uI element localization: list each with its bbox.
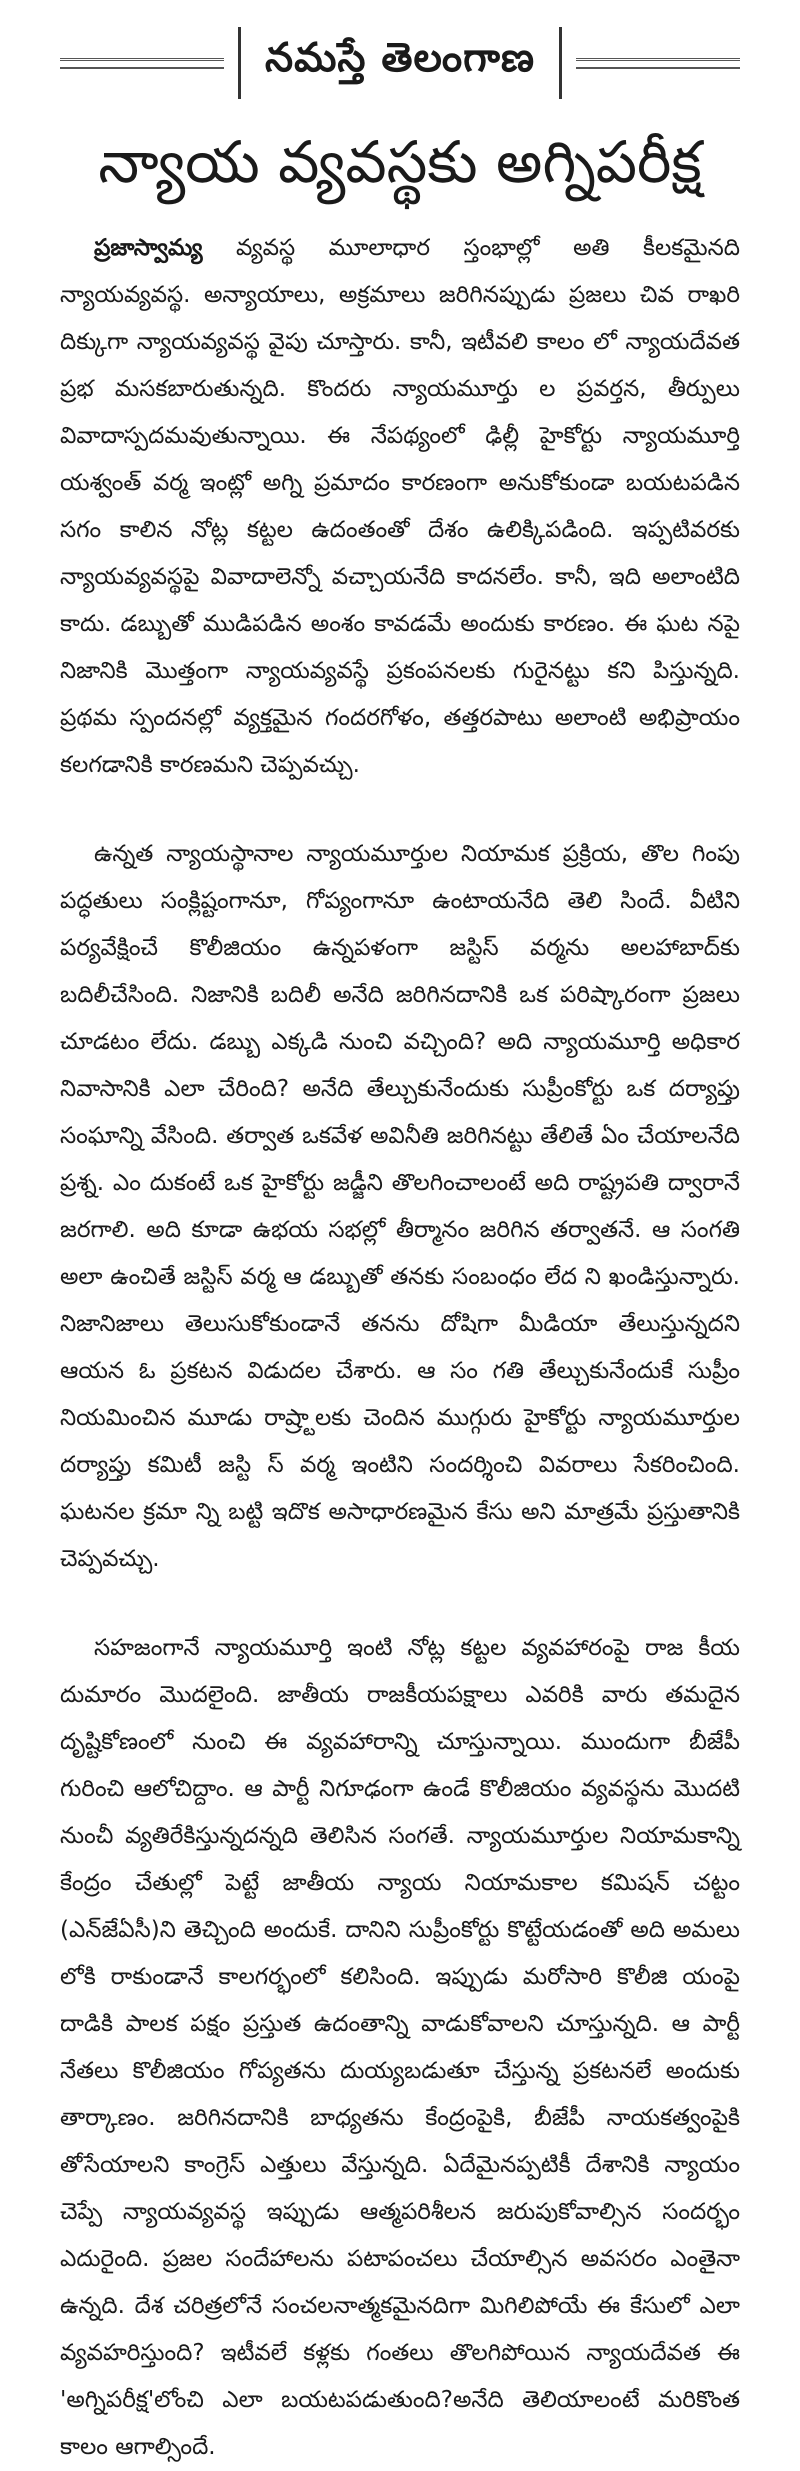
- masthead-rule-right: [576, 58, 740, 69]
- paragraph-text: సహజంగానే న్యాయమూర్తి ఇంటి నోట్ల కట్టల వ్యవహారంపై రాజ కీయ దుమారం మొదలైంది. జాతీయ రాజకీయపక్షాలు ఎవరికి వారు తమదైన దృష్టికోణంలో నుంచి ఈ వ్యవహారాన్ని చూస్తున్నాయి. ముందుగా బీజేపీ గురించి ఆలోచిద్దాం. ఆ పార్టీ నిగూఢంగా ఉండే కొలీజియం వ్యవస్థను మొదటి నుంచీ వ్యతిరేకిస్తున్నదన్నది తెలిసిన సంగతే. న్యాయమూర్తుల నియామకాన్ని కేంద్రం చేతుల్లో పెట్టే జాతీయ న్యాయ నియామకాల కమిషన్ చట్టం (ఎన్‌జేఏసీ)ని తెచ్చింది అందుకే. దానిని సుప్రీంకోర్టు కొట్టేయడంతో అది అమలు లోకి రాకుండానే కాలగర్భంలో కలిసింది. ఇప్పుడు మరోసారి కొలీజి యంపై దాడికి పాలక పక్షం ప్రస్తుత ఉదంతాన్ని వాడుకోవాలని చూస్తున్నది. ఆ పార్టీ నేతలు కొలీజియం గోప్యతను దుయ్యబడుతూ చేస్తున్న ప్రకటనలే అందుకు తార్కాణం. జరిగినదానికి బాధ్యతను కేంద్రంపైకి, బీజేపీ నాయకత్వంపైకి తోసేయాలని కాంగ్రెస్ ఎత్తులు వేస్తున్నది. ఏదేమైనప్పటికీ దేశానికి న్యాయం చెప్పే న్యాయవ్యవస్థ ఇప్పుడు ఆత్మపరిశీలన జరుపుకోవాల్సిన సందర్భం ఎదురైంది. ప్రజల సందేహాలను పటాపంచలు చేయాల్సిన అవసరం ఎంతైనా ఉన్నది. దేశ చరిత్రలోనే సంచలనాత్మకమైనదిగా మిగిలిపోయే ఈ కేసులో ఎలా వ్యవహరిస్తుంది? ఇటీవలే కళ్లకు గంతలు తొలగిపోయిన న్యాయదేవత ఈ 'అగ్నిపరీక్ష'లోంచి ఎలా బయటపడుతుంది?అనేది తెలియాలంటే మరికొంత కాలం ఆగాల్సిందే.: [60, 1634, 740, 2460]
- masthead-title: నమస్తే తెలంగాణ: [264, 35, 536, 81]
- paragraph-lead-word: ప్రజాస్వామ్య: [94, 234, 203, 261]
- masthead-rule-left: [60, 58, 224, 69]
- masthead-row: [60, 18, 740, 108]
- masthead-box: [238, 27, 562, 99]
- article-paragraph-3: [60, 1625, 740, 2471]
- paragraph-text: ఉన్నత న్యాయస్థానాల న్యాయమూర్తుల నియామక ప్రక్రియ, తొల గింపు పద్ధతులు సంక్లిష్టంగానూ, గోప్యంగానూ ఉంటాయనేది తెలి సిందే. వీటిని పర్యవేక్షించే కొలీజియం ఉన్నపళంగా జస్టిస్ వర్మను అలహాబాద్‌కు బదిలీచేసింది. నిజానికి బదిలీ అనేది జరిగినదానికి ఒక పరిష్కారంగా ప్రజలు చూడటం లేదు. డబ్బు ఎక్కడి నుంచి వచ్చింది? అది న్యాయమూర్తి అధికార నివాసానికి ఎలా చేరింది? అనేది తేల్చుకునేందుకు సుప్రీంకోర్టు ఒక దర్యాప్తు సంఘాన్ని వేసింది. తర్వాత ఒకవేళ అవినీతి జరిగినట్టు తేలితే ఏం చేయాలనేది ప్రశ్న. ఎం దుకంటే ఒక హైకోర్టు జడ్జీని తొలగించాలంటే అది రాష్ట్రపతి ద్వారానే జరగాలి. అది కూడా ఉభయ సభల్లో తీర్మానం జరిగిన తర్వాతనే. ఆ సంగతి అలా ఉంచితే జస్టిస్ వర్మ ఆ డబ్బుతో తనకు సంబంధం లేద ని ఖండిస్తున్నారు. నిజానిజాలు తెలుసుకోకుండానే తనను దోషిగా మీడియా తేలుస్తున్నదని ఆయన ఓ ప్రకటన విడుదల చేశారు. ఆ సం గతి తేల్చుకునేందుకే సుప్రీం నియమించిన మూడు రాష్ర్టాలకు చెందిన ముగ్గురు హైకోర్టు న్యాయమూర్తుల దర్యాప్తు కమిటీ జస్టి స్ వర్మ ఇంటిని సందర్శించి వివరాలు సేకరించింది. ఘటనల క్రమా న్ని బట్టి ఇదొక అసాధారణమైన కేసు అని మాత్రమే ప్రస్తుతానికి చెప్పవచ్చు.: [60, 840, 740, 1572]
- article-headline: న్యాయ వ్యవస్థకు అగ్నిపరీక్ష: [98, 128, 702, 196]
- article-paragraph-2: [60, 831, 740, 1583]
- article-paragraph-1: [60, 225, 740, 789]
- paragraph-text: వ్యవస్థ మూలాధార స్తంభాల్లో అతి కీలకమైనది న్యాయవ్యవస్థ. అన్యాయాలు, అక్రమాలు జరిగినప్పుడు ప్రజలు చివ రాఖరి దిక్కుగా న్యాయవ్యవస్థ వైపు చూస్తారు. కానీ, ఇటీవలి కాలం లో న్యాయదేవత ప్రభ మసకబారుతున్నది. కొందరు న్యాయమూర్తు ల ప్రవర్తన, తీర్పులు వివాదాస్పదమవుతున్నాయి. ఈ నేపథ్యంలో ఢిల్లీ హైకోర్టు న్యాయమూర్తి యశ్వంత్ వర్మ ఇంట్లో అగ్ని ప్రమాదం కారణంగా అనుకోకుండా బయటపడిన సగం కాలిన నోట్ల కట్టల ఉదంతంతో దేశం ఉలిక్కిపడింది. ఇప్పటివరకు న్యాయవ్యవస్థపై వివాదాలెన్నో వచ్చాయనేది కాదనలేం. కానీ, ఇది అలాంటిది కాదు. డబ్బుతో ముడిపడిన అంశం కావడమే అందుకు కారణం. ఈ ఘట నపై నిజానికి మొత్తంగా న్యాయవ్యవస్థే ప్రకంపనలకు గురైనట్టు కని పిస్తున్నది. ప్రథమ స్పందనల్లో వ్యక్తమైన గందరగోళం, తత్తరపాటు అలాంటి అభిప్రాయం కలగడానికి కారణమని చెప్పవచ్చు.: [60, 234, 740, 778]
